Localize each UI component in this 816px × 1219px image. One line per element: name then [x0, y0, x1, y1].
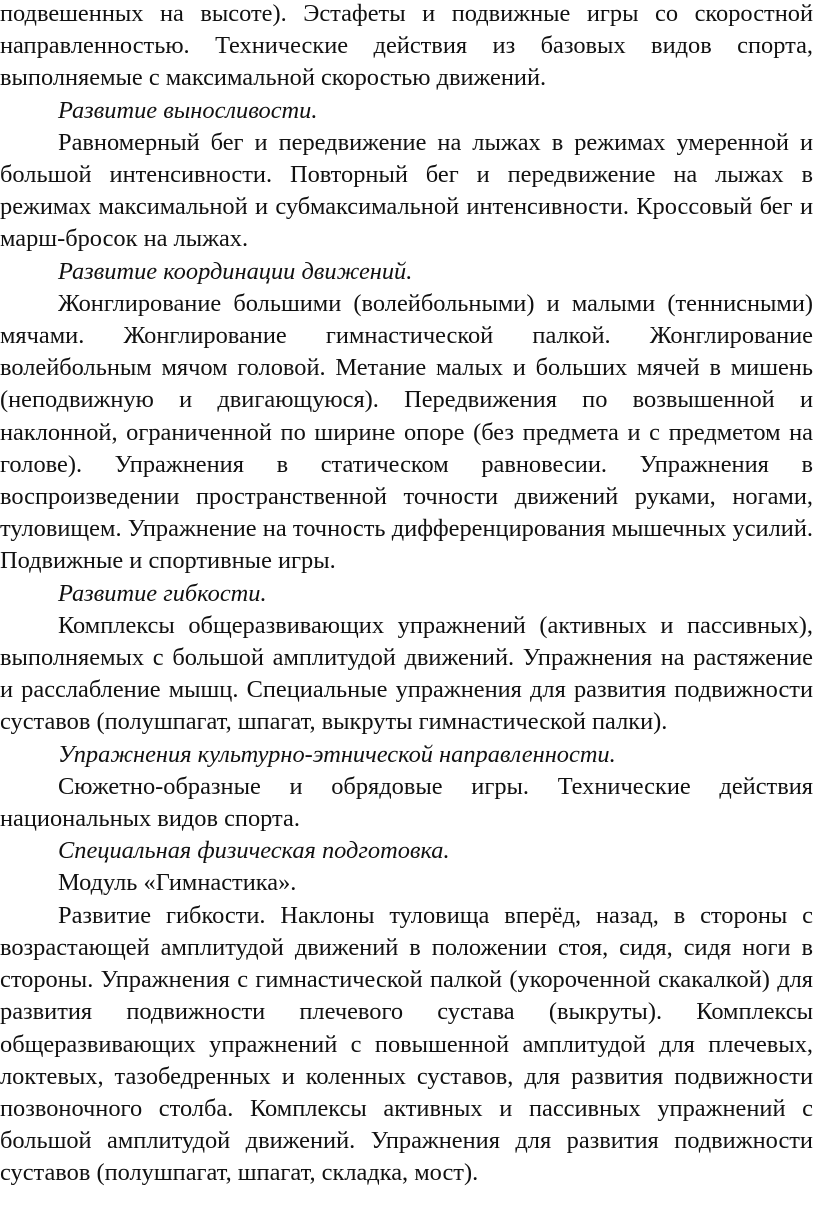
paragraph-endurance: Равномерный бег и передвижение на лыжах в режимах умеренной и большой интенсивности. Повторный бег и передвижение на лыжах в режимах максимальной и субмаксимальной интенсивности. Кроссовый бег и марш-бросок на лыжах. — [0, 128, 813, 253]
heading-special-training: Специальная физическая подготовка. — [58, 837, 450, 865]
heading-flexibility: Развитие гибкости. — [58, 579, 267, 607]
paragraph-speed-exercises: подвешенных на высоте). Эстафеты и подвижные игры со скоростной направленностью. Технические действия из базовых видов спорта, выполняемые с максимальной скоростью движений. — [0, 0, 813, 92]
paragraph-gymnastics-flexibility: Развитие гибкости. Наклоны туловища вперёд, назад, в стороны с возрастающей амплитудой движений в положении стоя, сидя, сидя ноги в стороны. Упражнения с гимнастической палкой (укороченной скакалкой) для развития подвижности плечевого сустава (выкруты). Комплексы общеразвивающих упражнений с повышенной амплитудой для плечевых, локтевых, тазобедренных и коленных суставов, для развития подвижности позвоночного столба. Комплексы активных и пассивных упражнений с большой амплитудой движений. Упражнения для развития подвижности суставов (полушпагат, шпагат, складка, мост). — [0, 901, 813, 1187]
heading-cultural-ethnic: Упражнения культурно-этнической направленности. — [58, 740, 616, 768]
paragraph-coordination: Жонглирование большими (волейбольными) и малыми (теннисными) мячами. Жонглирование гимнастической палкой. Жонглирование волейбольным мячом головой. Метание малых и больших мячей в мишень (неподвижную и двигающуюся). Передвижения по возвышенной и наклонной, ограниченной по ширине опоре (без предмета и с предметом на голове). Упражнения в статическом равновесии. Упражнения в воспроизведении пространственной точности движений руками, ногами, туловищем. Упражнение на точность дифференцирования мышечных усилий. Подвижные и спортивные игры. — [0, 289, 813, 575]
paragraph-flexibility: Комплексы общеразвивающих упражнений (активных и пассивных), выполняемых с большой амплитудой движений. Упражнения на растяжение и расслабление мышц. Специальные упражнения для развития подвижности суставов (полушпагат, шпагат, выкруты гимнастической палки). — [0, 611, 813, 736]
paragraph-cultural-ethnic: Сюжетно-образные и обрядовые игры. Технические действия национальных видов спорта. — [0, 772, 813, 833]
paragraph-gymnastics-module: Модуль «Гимнастика». — [58, 869, 297, 897]
heading-coordination: Развитие координации движений. — [58, 257, 413, 285]
heading-endurance: Развитие выносливости. — [58, 96, 318, 124]
